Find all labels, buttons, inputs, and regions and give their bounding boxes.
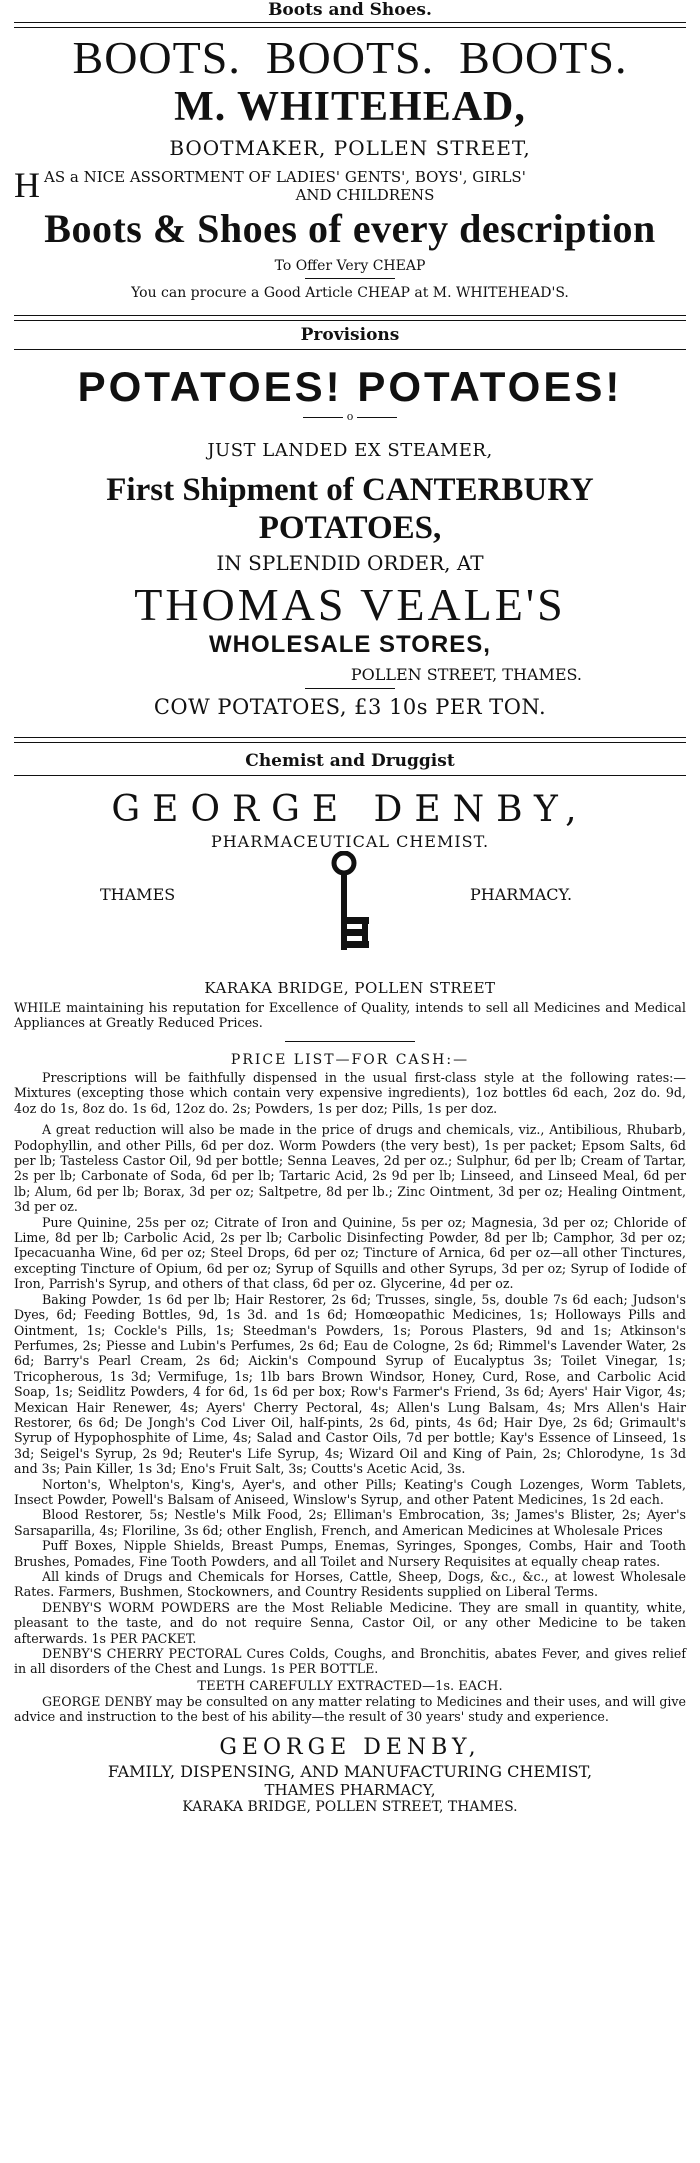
short-rule: [285, 1041, 415, 1042]
signature-line-3: KARAKA BRIDGE, POLLEN STREET, THAMES.: [182, 1798, 518, 1815]
key-row: [8, 851, 692, 963]
short-rule: [305, 688, 395, 689]
order-line: IN SPLENDID ORDER, AT: [216, 551, 484, 575]
ornament-rule: [8, 412, 692, 422]
divider: [14, 737, 686, 743]
paragraph: Prescriptions will be faithfully dispensed in the usual first-class style at the following rates:—Mixtures (excepting those which contain very expensive ingredients), 1oz bottles 6d each, 2oz do. 9d, 4oz do 1s, 8oz do. 1s 6d, 12oz do. 2s; Powders, 1s per doz; Pills, 1s per doz.: [14, 1070, 686, 1116]
drop-cap: H: [14, 165, 40, 205]
section-heading-chemist: Chemist and Druggist: [245, 751, 455, 771]
divider: [14, 775, 686, 776]
offer-line: To Offer Very CHEAP: [274, 258, 426, 274]
potatoes-line: POTATOES,: [258, 510, 442, 546]
landed-line: JUST LANDED EX STEAMER,: [207, 440, 493, 461]
section-heading-boots: Boots and Shoes.: [268, 0, 432, 20]
paragraph: A great reduction will also be made in the price of drugs and chemicals, viz., Antibilious, Rhubarb, Podophyllin, and other Pills, 6d per doz. Worm Powders (the very best), 1s per packet; Epsom Salts, 6d per lb; Tasteless Castor Oil, 9d per bottle; Senna Leaves, 2d per oz.; Sulphur, 6d per lb; Cream of Tartar, 2s per lb; Carbonate of Soda, 6d per lb; Tartaric Acid, 2s 9d per lb; Linseed, and Linseed Meal, 6d per lb; Alum, 6d per lb; Borax, 3d per oz; Saltpetre, 8d per lb.; Zinc Ointment, 3d per oz; Healing Ointment, 3d per oz.: [14, 1122, 686, 1215]
denby-name: GEORGE DENBY,: [111, 789, 589, 830]
teeth-line: TEETH CAREFULLY EXTRACTED—1s. EACH.: [197, 1678, 503, 1694]
paragraph: GEORGE DENBY may be consulted on any matter relating to Medicines and their uses, and will give advice and instruction to the best of his ability—the result of 30 years' study and experience.: [14, 1693, 687, 1725]
paragraph: DENBY'S CHERRY PECTORAL Cures Colds, Coughs, and Bronchitis, abates Fever, and gives relief in all disorders of the Chest and Lungs. 1s PER BOTTLE.: [14, 1646, 686, 1677]
key-icon: [330, 851, 380, 955]
short-rule: [305, 278, 395, 279]
whitehead-name: M. WHITEHEAD,: [174, 84, 526, 130]
pharmaceutical-chemist: PHARMACEUTICAL CHEMIST.: [210, 832, 490, 851]
paragraph: Blood Restorer, 5s; Nestle's Milk Food, 2s; Elliman's Embrocation, 3s; James's Blister, 2s; Ayer's Sarsaparilla, 4s; Floriline, 3s 6d; other English, French, and American Medicines at Wholesale Prices: [14, 1507, 686, 1538]
consult-paragraph: [8, 1694, 692, 1725]
thames-label: THAMES: [100, 885, 176, 904]
signature-name: GEORGE DENBY,: [219, 1734, 481, 1760]
divider: [14, 349, 686, 350]
divider: [14, 315, 686, 321]
paragraph: DENBY'S WORM POWDERS are the Most Reliable Medicine. They are small in quantity, white, pleasant to the taste, and do not require Senna, Castor Oil, or any other Medicine to be taken afterwards. 1s PER PACKET.: [14, 1599, 686, 1646]
paragraph: Baking Powder, 1s 6d per lb; Hair Restorer, 2s 6d; Trusses, single, 5s, double 7s 6d each; Judson's Dyes, 6d; Feeding Bottles, 9d, 1s 3d. and 1s 6d; Homœopathic Medicines, 1s; Holloways Pills and Ointment, 1s; Cockle's Pills, 1s; Steedman's Powders, 1s; Porous Plasters, 9d and 1s; Atkinson's Perfumes, 2s; Piesse and Lubin's Perfumes, 2s 6d; Eau de Cologne, 2s 6d; Rimmel's Lavender Water, 2s 6d; Barry's Pearl Cream, 2s 6d; Aickin's Compound Syrup of Eucalyptus 3s; Toilet Vinegar, 1s; Tricopherous, 1s 3d; Vermifuge, 1s; 1lb bars Brown Windsor, Honey, Curd, Rose, and Carbolic Acid Soap, 1s; Seidlitz Powders, 4 for 6d, 1s 6d per box; Row's Farmer's Friend, 3s 6d; Ayers' Hair Vigor, 4s; Mexican Hair Renewer, 4s; Ayers' Cherry Pectoral, 4s; Allen's Lung Balsam, 4s; Mrs Allen's Hair Restorer, 6s 6d; De Jongh's Cod Liver Oil, half-pints, 2s 6d, pints, 4s 6d; Hair Dye, 2s 6d; Grimault's Syrup of Hypophosphite of Lime, 4s; Salad and Castor Oils, 7d per bottle; Kay's Essence of Linseed, 1s 3d; Seigel's Syrup, 2s 9d; Reuter's Life Syrup, 4s; Wizard Oil and King of Pain, 2s; Chlorodyne, 1s 3d and 3s; Pain Killer, 1s 3d; Eno's Fruit Salt, 3s; Coutts's Acetic Acid, 3s.: [14, 1291, 686, 1477]
signature-line-2: THAMES PHARMACY,: [264, 1780, 436, 1799]
boots-description: Boots & Shoes of every description: [44, 206, 656, 251]
pharmacy-label: PHARMACY.: [470, 885, 573, 904]
assortment-line: AS a NICE ASSORTMENT OF LADIES' GENTS', BOYS', GIRLS': [44, 168, 526, 186]
shipment-line: First Shipment of CANTERBURY: [106, 472, 594, 508]
whitehead-trade: BOOTMAKER, POLLEN STREET,: [169, 136, 531, 160]
paragraph: All kinds of Drugs and Chemicals for Horses, Cattle, Sheep, Dogs, &c., &c., at lowest Wholesale Rates. Farmers, Bushmen, Stockowners, and Country Residents supplied on Liberal Terms.: [14, 1569, 686, 1600]
price-line: COW POTATOES, £3 10s PER TON.: [153, 695, 547, 719]
paragraph: Puff Boxes, Nipple Shields, Breast Pumps, Enemas, Syringes, Sponges, Combs, Hair and Tooth Brushes, Pomades, Fine Tooth Powders, and all Toilet and Nursery Requisites at equally cheap rates.: [14, 1538, 686, 1569]
price-list-body: [8, 1070, 692, 1677]
signature-line-1: FAMILY, DISPENSING, AND MANUFACTURING CHEMIST,: [107, 1761, 593, 1781]
divider: [14, 22, 686, 28]
section-heading-provisions: Provisions: [300, 325, 400, 345]
street-line: POLLEN STREET, THAMES.: [350, 665, 582, 684]
veale-name: THOMAS VEALE'S: [134, 579, 566, 630]
wholesale-stores: WHOLESALE STORES,: [209, 631, 491, 658]
assortment-text: [8, 165, 692, 205]
procure-line: You can procure a Good Article CHEAP at M. WHITEHEAD'S.: [131, 285, 569, 301]
potatoes-headline: POTATOES! POTATOES!: [77, 363, 623, 410]
while-paragraph: WHILE maintaining his reputation for Excellence of Quality, intends to sell all Medicines and Medical Appliances at Greatly Reduced Prices.: [14, 1001, 686, 1031]
ornament: o: [346, 410, 354, 423]
paragraph: Norton's, Whelpton's, King's, Ayer's, and other Pills; Keating's Cough Lozenges, Worm Tablets, Insect Powder, Powell's Balsam of Aniseed, Winslow's Syrup, and other Patent Medicines, 1s 2d each.: [14, 1476, 686, 1507]
price-list-heading: PRICE LIST—FOR CASH:—: [230, 1052, 470, 1068]
paragraph: Pure Quinine, 25s per oz; Citrate of Iron and Quinine, 5s per oz; Magnesia, 3d per oz; Chloride of Lime, 8d per lb; Carbolic Acid, 2s per lb; Carbolic Disinfecting Powder, 8d per lb; Camphor, 3d per oz; Ipecacuanha Wine, 6d per oz; Steel Drops, 6d per oz; Tincture of Arnica, 6d per oz—all other Tinctures, excepting Tincture of Opium, 6d per oz; Syrup of Squills and other Syrups, 3d per oz; Syrup of Iodide of Iron, Parrish's Syrup, and others of that class, 6d per oz. Glycerine, 4d per oz.: [14, 1214, 686, 1292]
boots-headline: BOOTS. BOOTS. BOOTS.: [72, 32, 628, 83]
karaka-bridge: KARAKA BRIDGE, POLLEN STREET: [204, 979, 496, 997]
assortment-line-2: AND CHILDRENS: [295, 186, 435, 204]
